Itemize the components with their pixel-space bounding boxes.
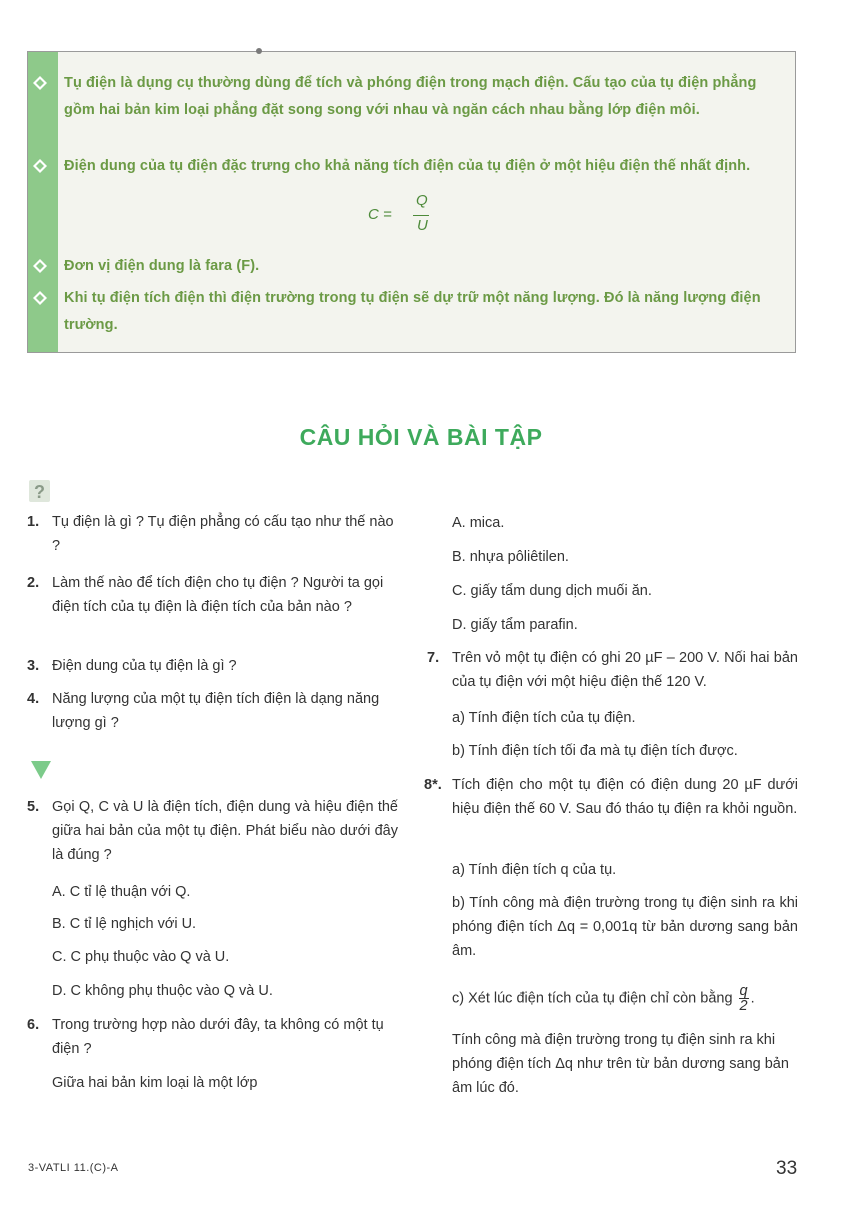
q5-option-c: C. C phụ thuộc vào Q và U. — [52, 949, 230, 965]
q6-option-c: C. giấy tẩm dung dịch muối ăn. — [452, 583, 652, 599]
summary-item-2: Điện dung của tụ điện đặc trưng cho khả năng tích điện của tụ điện ở một hiệu điện thế nhất định. — [64, 153, 787, 180]
q5-option-a: A. C tỉ lệ thuận với Q. — [52, 884, 191, 900]
question-3: 3. Điện dung của tụ điện là gì ? — [27, 658, 237, 674]
decorative-dot — [256, 48, 262, 54]
question-7: 7. Trên vỏ một tụ điện có ghi 20 µF – 200 V. Nối hai bản của tụ điện với một hiệu điện thế 120 V. — [427, 650, 798, 690]
diamond-bullet-icon — [33, 291, 47, 305]
question-4: 4. Năng lượng của một tụ điện tích điện là dạng năng lượng gì ? — [27, 691, 380, 731]
summary-box — [27, 51, 796, 353]
svg-text:?: ? — [34, 482, 45, 502]
summary-item-1: Tụ điện là dụng cụ thường dùng để tích và phóng điện trong mạch điện. Cấu tạo của tụ điện phẳng gồm hai bản kim loại phẳng đặt song song với nhau và ngăn cách nhau bằng lớp điện môi. — [64, 70, 787, 124]
q8-part-b: b) Tính công mà điện trường trong tụ điện sinh ra khi phóng điện tích Δq = 0,001q từ bản dương sang bản âm. — [452, 895, 798, 959]
q7-part-a: a) Tính điện tích của tụ điện. — [452, 710, 636, 726]
question-mark-icon — [29, 478, 50, 502]
question-1: 1. Tụ điện là gì ? Tụ điện phẳng có cấu tạo như thế nào ? — [27, 514, 394, 554]
section-title: CÂU HỎI VÀ BÀI TẬP — [299, 424, 543, 450]
q5-option-b: B. C tỉ lệ nghịch với U. — [52, 916, 197, 932]
triangle-marker-icon — [31, 761, 51, 779]
diamond-bullet-icon — [33, 76, 47, 90]
q8-part-c-question: Tính công mà điện trường trong tụ điện sinh ra khi phóng điện tích Δq như trên từ bản dương sang bản âm lúc đó. — [452, 1032, 789, 1096]
q6-intro: Giữa hai bản kim loại là một lớp — [52, 1075, 258, 1091]
question-8: 8*. Tích điện cho một tụ điện có điện dung 20 µF dưới hiệu điện thế 60 V. Sau đó tháo tụ điện ra khỏi nguồn. — [424, 777, 798, 817]
q7-part-b: b) Tính điện tích tối đa mà tụ điện tích được. — [452, 743, 738, 759]
footer-code: 3-VATLI 11.(C)-A — [28, 1162, 119, 1174]
q6-option-a: A. mica. — [452, 515, 505, 531]
q5-option-d: D. C không phụ thuộc vào Q và U. — [52, 983, 273, 999]
q6-option-b: B. nhựa pôliêtilen. — [452, 549, 569, 565]
question-6: 6. Trong trường hợp nào dưới đây, ta không có một tụ điện ? — [27, 1017, 384, 1057]
summary-item-3: Đơn vị điện dung là fara (F). — [64, 253, 787, 280]
question-5: 5. Gọi Q, C và U là điện tích, điện dung và hiệu điện thế giữa hai bản của một tụ điện. Phát biểu nào dưới đây là đúng ? — [27, 799, 398, 863]
diamond-bullet-icon — [33, 159, 47, 173]
q8-part-c: c) Xét lúc điện tích của tụ điện chỉ còn bằng $\frac{q}{2}$ . — [452, 983, 755, 1014]
fraction-bar — [413, 215, 429, 216]
q6-option-d: D. giấy tẩm parafin. — [452, 617, 578, 633]
fraction-q-over-2: $\frac{q}{2}$ — [739, 983, 748, 1014]
capacitance-formula: C = Q U — [368, 192, 428, 234]
summary-item-4: Khi tụ điện tích điện thì điện trường trong tụ điện sẽ dự trữ một năng lượng. Đó là năng lượng điện trường. — [64, 285, 787, 339]
diamond-bullet-icon — [33, 259, 47, 273]
q8-part-a: a) Tính điện tích q của tụ. — [452, 862, 617, 878]
page-number: 33 — [776, 1158, 798, 1179]
question-2: 2. Làm thế nào để tích điện cho tụ điện ? Người ta gọi điện tích của tụ điện là điện tích của bản nào ? — [27, 575, 384, 615]
summary-stripe — [28, 52, 58, 352]
